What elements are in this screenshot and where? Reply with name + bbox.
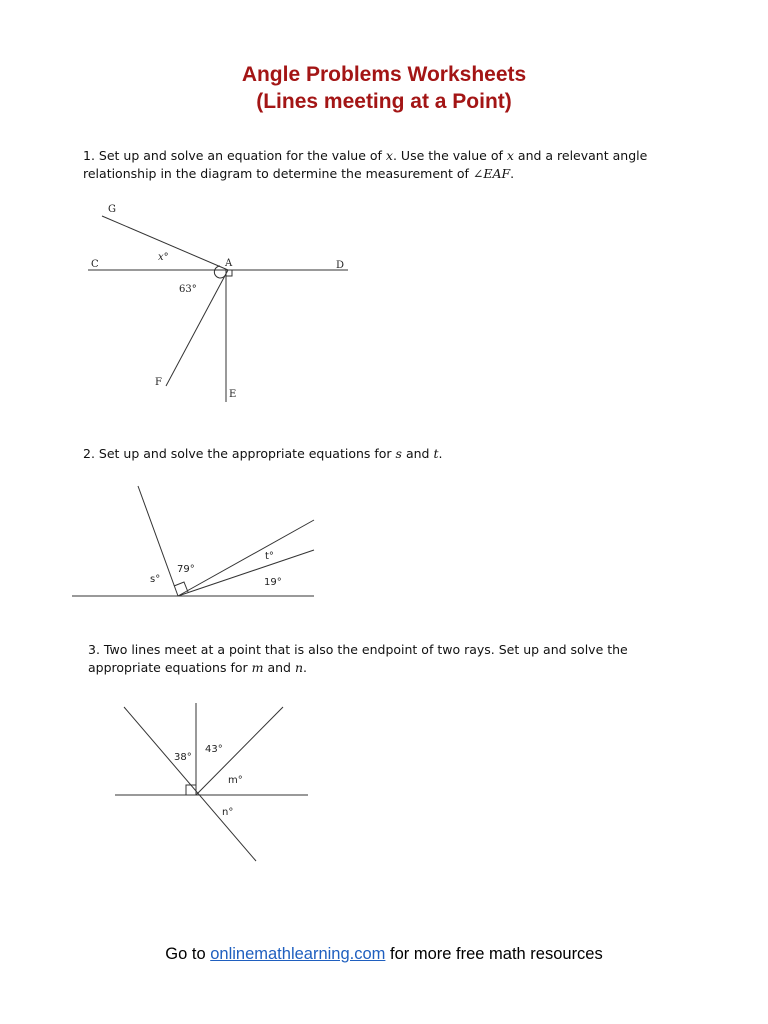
label-G: G [108, 204, 116, 215]
angle-38-label: 38° [174, 752, 192, 763]
angle-s-label: s° [150, 574, 161, 585]
ray-lower-right [178, 550, 314, 596]
angle-t-label: t° [265, 551, 274, 562]
angle-43-label: 43° [205, 744, 223, 755]
label-C: C [91, 259, 99, 270]
worksheet-subtitle: (Lines meeting at a Point) [256, 90, 512, 113]
problem-2-diagram [70, 476, 325, 606]
angle-n-label: n° [222, 807, 234, 818]
label-D: D [336, 260, 345, 271]
ray-AF [166, 270, 228, 386]
angle-79-label: 79° [177, 564, 195, 575]
ray-upper-right [178, 520, 314, 596]
problem-3-diagram [110, 695, 315, 870]
label-E: E [229, 389, 237, 400]
worksheet-title: Angle Problems Worksheets [241, 63, 527, 86]
label-F: F [155, 377, 162, 388]
problem-1-diagram [80, 196, 355, 404]
angle-63-label: 63° [179, 284, 197, 295]
footer-link[interactable]: onlinemathlearning.com [210, 945, 386, 963]
problem-number: 3. [88, 642, 100, 657]
problem-1-text: 1. Set up and solve an equation for the value of x. Use the value of x and a relevant angle relationship in the diagram to determine the measurement of ∠EAF. [83, 148, 648, 181]
label-A: A [225, 258, 233, 269]
angle-x-label: x° [158, 252, 169, 263]
problem-3-text: 3. Two lines meet at a point that is also the endpoint of two rays. Set up and solve the appropriate equations for m and n. [88, 642, 628, 675]
problem-2-text: 2. Set up and solve the appropriate equations for s and t. [83, 446, 443, 461]
problem-number: 1. [83, 148, 95, 163]
angle-m-label: m° [228, 775, 243, 786]
footer: Go to onlinemathlearning.com for more free math resources [165, 945, 603, 963]
angle-19-label: 19° [264, 577, 282, 588]
problem-number: 2. [83, 446, 95, 461]
